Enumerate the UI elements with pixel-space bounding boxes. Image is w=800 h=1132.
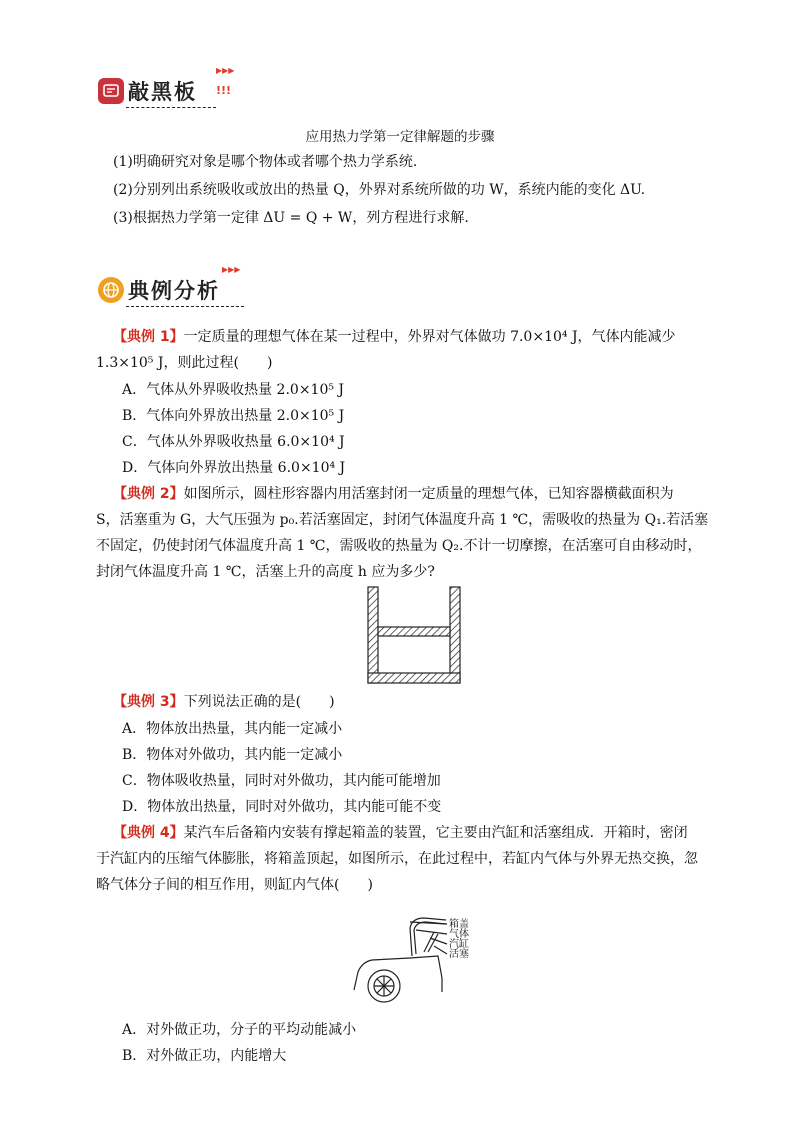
example-1-option-b: B．气体向外界放出热量 2.0×10⁵ J (122, 408, 345, 424)
exclamation-marks: !!! (216, 84, 232, 97)
example-2-line-4: 封闭气体温度升高 1 ℃，活塞上升的高度 h 应为多少? (96, 564, 435, 580)
figure-label-lid: 箱盖 (449, 919, 469, 930)
piston (378, 627, 450, 636)
step-1: (1)明确研究对象是哪个物体或者哪个热力学系统. (113, 154, 418, 170)
example-tag: 【典例 1】 (113, 329, 184, 345)
example-tag: 【典例 3】 (113, 694, 184, 710)
example-3-option-c: C．物体吸收热量，同时对外做功，其内能可能增加 (122, 773, 441, 789)
arrow-deco-icon: ▶▶▶ (216, 66, 235, 75)
banner-title: 敲黑板 (128, 80, 197, 104)
banner-underline (126, 306, 244, 307)
example-3-option-a: A．物体放出热量，其内能一定减小 (122, 721, 343, 737)
section-heading: 应用热力学第一定律解题的步骤 (305, 129, 495, 145)
example-1-line-2: 1.3×10⁵ J，则此过程( ) (96, 355, 273, 371)
example-2-line-2: S，活塞重为 G，大气压强为 p₀.若活塞固定，封闭气体温度升高 1 ℃，需吸收的热量为 Q₁.若活塞 (96, 512, 709, 528)
car-body (354, 956, 442, 992)
example-4-option-b: B．对外做正功，内能增大 (122, 1048, 287, 1064)
figure-label-gas: 气体 (449, 929, 469, 940)
banner-example-analysis (98, 265, 318, 307)
example-4-option-a: A．对外做正功，分子的平均动能减小 (122, 1022, 357, 1038)
example-tag: 【典例 4】 (113, 825, 184, 841)
example-3-option-b: B．物体对外做功，其内能一定减小 (122, 747, 343, 763)
example-1-line-1: 【典例 1】一定质量的理想气体在某一过程中，外界对气体做功 7.0×10⁴ J，气体内能减少 (113, 329, 676, 345)
step-2: (2)分别列出系统吸收或放出的热量 Q，外界对系统所做的功 W，系统内能的变化 ΔU. (113, 182, 646, 198)
example-2-line-1: 【典例 2】如图所示，圆柱形容器内用活塞封闭一定质量的理想气体，已知容器横截面积为 (113, 486, 674, 502)
arrow-deco-icon: ▶▶▶ (222, 265, 241, 274)
example-4-line-1: 【典例 4】某汽车后备箱内安装有撑起箱盖的装置，它主要由汽缸和活塞组成．开箱时，密闭 (113, 825, 688, 841)
example-4-line-3: 略气体分子间的相互作用，则缸内气体( ) (96, 877, 373, 893)
example-1-option-c: C．气体从外界吸收热量 6.0×10⁴ J (122, 434, 345, 450)
example-4-line-2: 于汽缸内的压缩气体膨胀，将箱盖顶起，如图所示，在此过程中，若缸内气体与外界无热交换，忽 (96, 851, 698, 867)
figure-label-cylinder: 汽缸 (449, 939, 469, 950)
car-trunk-figure (350, 912, 490, 1012)
blackboard-icon (98, 78, 124, 104)
banner-knock-blackboard (98, 66, 298, 108)
example-1-option-a: A．气体从外界吸收热量 2.0×10⁵ J (122, 382, 345, 398)
example-tag: 【典例 2】 (113, 486, 184, 502)
step-3: (3)根据热力学第一定律 ΔU = Q + W，列方程进行求解. (113, 210, 469, 226)
globe-icon (98, 277, 124, 303)
example-2-line-3: 不固定，仍使封闭气体温度升高 1 ℃，需吸收的热量为 Q₂.不计一切摩擦，在活塞可自由移动时， (96, 538, 702, 554)
figure-label-piston: 活塞 (449, 949, 469, 960)
banner-underline (126, 107, 216, 108)
example-3-line-1: 【典例 3】下列说法正确的是( ) (113, 694, 335, 710)
example-1-option-d: D．气体向外界放出热量 6.0×10⁴ J (122, 460, 346, 476)
cylinder-piston-figure (362, 585, 466, 687)
banner-title: 典例分析 (128, 279, 220, 303)
example-3-option-d: D．物体放出热量，同时对外做功，其内能可能不变 (122, 799, 442, 815)
